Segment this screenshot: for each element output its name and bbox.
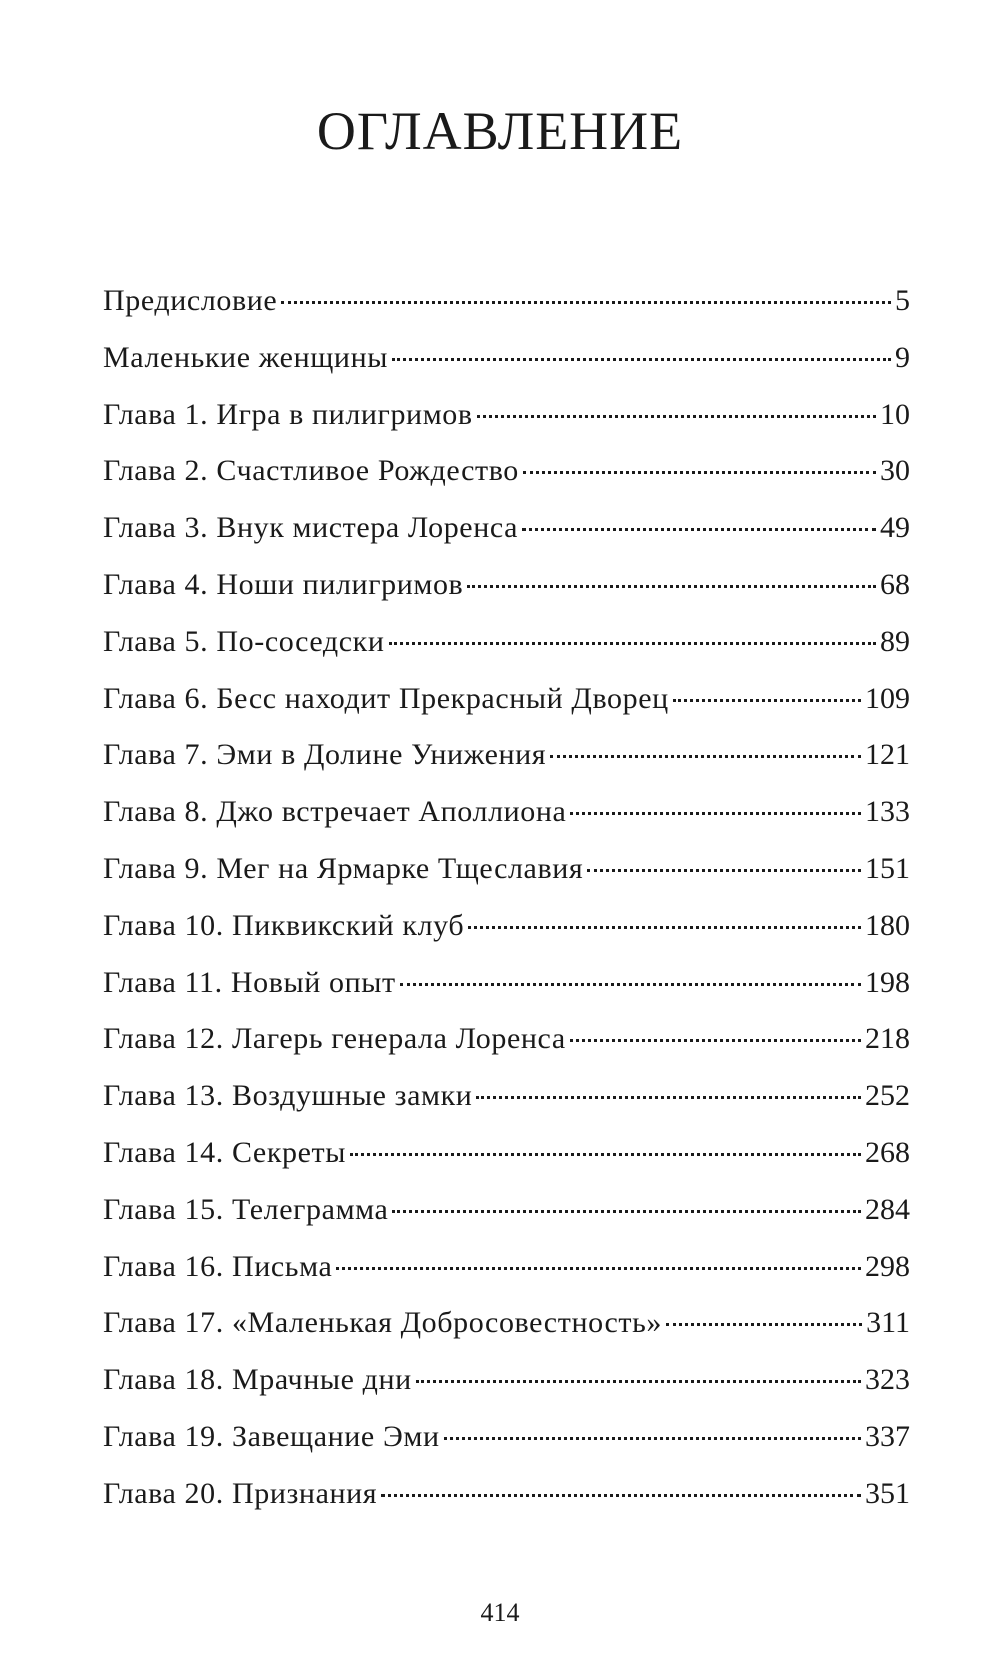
toc-entry [103,1306,910,1363]
toc-entry [103,1079,910,1136]
toc-entry [103,568,910,625]
toc-entry-title: Глава 9. Мег на Ярмарке Тщеславия [103,851,584,885]
dot-leader [468,926,861,929]
toc-entry [103,341,910,398]
toc-entry-page: 109 [865,681,910,715]
toc-entry-title: Глава 1. Игра в пилигримов [103,397,473,431]
toc-entry-page: 323 [865,1363,910,1397]
toc-entry-title: Глава 11. Новый опыт [103,965,396,999]
dot-leader [550,755,861,758]
toc-entry-page: 298 [865,1249,910,1283]
toc-entry-page: 10 [880,397,910,431]
dot-leader [389,642,877,645]
toc-entry [103,398,910,455]
dot-leader [587,869,861,872]
toc-entry [103,1250,910,1307]
toc-entry-title: Глава 17. «Маленькая Добросовестность» [103,1306,662,1340]
toc-entry-title: Глава 2. Счастливое Рождество [103,454,519,488]
toc-entry [103,1420,910,1477]
toc-entry-title: Глава 16. Письма [103,1249,333,1283]
dot-leader [392,1210,861,1213]
toc-entry-page: 268 [865,1135,910,1169]
dot-leader [673,699,861,702]
dot-leader [350,1153,861,1156]
table-of-contents [103,284,910,1534]
toc-entry-title: Предисловие [103,284,278,317]
toc-entry-page: 351 [865,1476,910,1510]
toc-entry-title: Глава 8. Джо встречает Аполлиона [103,795,567,829]
dot-leader [523,471,876,474]
toc-entry-page: 284 [865,1192,910,1226]
toc-entry-page: 5 [895,284,910,317]
toc-entry [103,625,910,682]
dot-leader [400,983,861,986]
toc-entry-title: Глава 18. Мрачные дни [103,1363,412,1397]
toc-entry [103,738,910,795]
dot-leader [522,528,876,531]
dot-leader [281,301,891,304]
dot-leader [381,1494,861,1497]
page-number: 414 [480,1598,520,1627]
toc-entry-page: 198 [865,965,910,999]
toc-entry-title: Глава 14. Секреты [103,1135,347,1169]
dot-leader [336,1267,861,1270]
toc-entry-page: 180 [865,908,910,942]
toc-entry [103,454,910,511]
toc-entry-title: Глава 10. Пиквикский клуб [103,908,465,942]
toc-entry-title: Глава 20. Признания [103,1476,378,1510]
toc-entry-title: Маленькие женщины [103,340,388,374]
dot-leader [444,1437,861,1440]
page-title: ОГЛАВЛЕНИЕ [316,101,684,161]
toc-entry-page: 218 [865,1022,910,1056]
toc-entry-title: Глава 5. По-соседски [103,624,385,658]
dot-leader [467,585,876,588]
toc-entry [103,909,910,966]
toc-entry [103,966,910,1023]
toc-entry-page: 311 [866,1306,910,1340]
toc-entry-page: 121 [865,738,910,772]
toc-entry-page: 49 [880,511,910,545]
toc-entry-title: Глава 4. Ноши пилигримов [103,567,464,601]
dot-leader [392,358,891,361]
toc-entry [103,1363,910,1420]
toc-entry-page: 151 [865,851,910,885]
dot-leader [570,1039,861,1042]
toc-entry-page: 89 [880,624,910,658]
toc-entry [103,852,910,909]
toc-entry [103,284,910,341]
toc-entry [103,1022,910,1079]
toc-entry-page: 9 [895,340,910,374]
dot-leader [477,415,876,418]
toc-entry [103,795,910,852]
dot-leader [570,812,861,815]
toc-entry-page: 252 [865,1079,910,1113]
toc-entry-title: Глава 3. Внук мистера Лоренса [103,511,519,545]
toc-entry-title: Глава 19. Завещание Эми [103,1419,440,1453]
toc-entry [103,511,910,568]
toc-entry-title: Глава 6. Бесс находит Прекрасный Дворец [103,681,669,715]
toc-entry-title: Глава 12. Лагерь генерала Лоренса [103,1022,566,1056]
toc-entry [103,1136,910,1193]
toc-entry [103,1477,910,1534]
toc-entry-page: 68 [880,567,910,601]
dot-leader [666,1323,862,1326]
toc-entry-page: 133 [865,795,910,829]
toc-entry-title: Глава 15. Телеграмма [103,1192,389,1226]
toc-entry-page: 337 [865,1419,910,1453]
toc-entry [103,682,910,739]
dot-leader [476,1096,861,1099]
dot-leader [416,1380,861,1383]
toc-entry [103,1193,910,1250]
toc-entry-title: Глава 7. Эми в Долине Унижения [103,738,547,772]
toc-entry-title: Глава 13. Воздушные замки [103,1079,473,1113]
toc-entry-page: 30 [880,454,910,488]
